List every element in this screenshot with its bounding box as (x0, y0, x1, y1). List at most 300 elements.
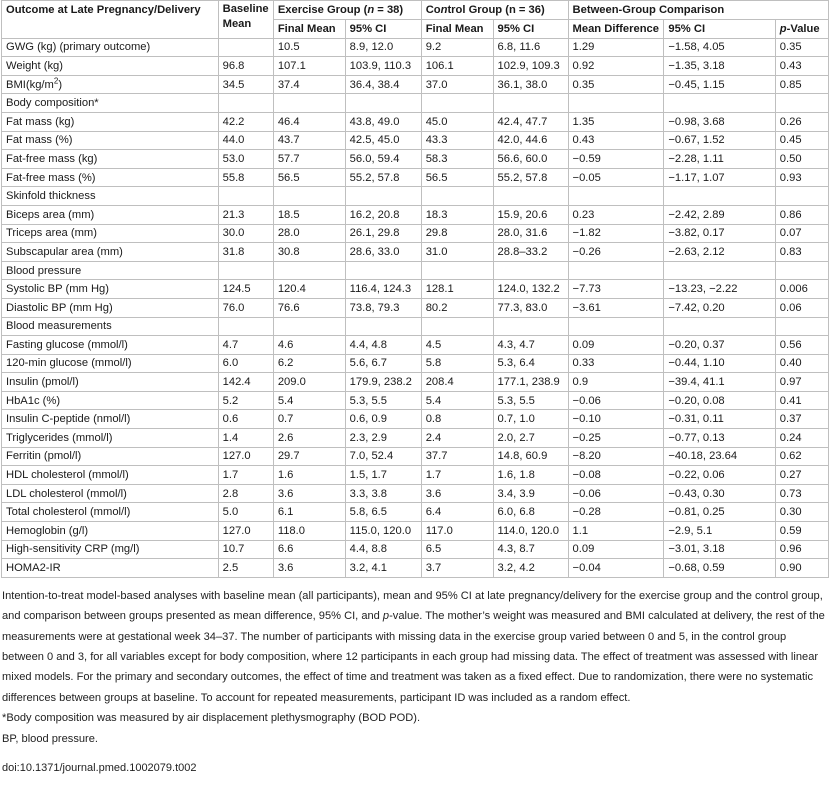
notes-footnote: *Body composition was measured by air displacement plethysmography (BOD POD). (2, 712, 421, 725)
cell-ex-ci: 42.5, 45.0 (345, 131, 421, 150)
notes-abbreviation: BP, blood pressure. (2, 732, 99, 745)
table-row (2, 280, 829, 299)
cell-ct-ci: 15.9, 20.6 (493, 205, 568, 224)
cell-ex-ci: 8.9, 12.0 (345, 38, 421, 57)
cell-ct-final-mean: 6.4 (421, 503, 493, 522)
cell-outcome: Fat mass (kg) (2, 112, 219, 131)
cell-outcome: GWG (kg) (primary outcome) (2, 38, 219, 57)
cell-ct-ci: 36.1, 38.0 (493, 75, 568, 94)
cell-ct-final-mean: 0.8 (421, 410, 493, 429)
cell-baseline: 5.0 (218, 503, 273, 522)
cell-ct-ci: 2.0, 2.7 (493, 429, 568, 448)
cell-baseline: 4.7 (218, 336, 273, 355)
cell-ct-final-mean: 80.2 (421, 298, 493, 317)
cell-baseline: 96.8 (218, 57, 273, 76)
cell-outcome: Total cholesterol (mmol/l) (2, 503, 219, 522)
cell-outcome: Ferritin (pmol/l) (2, 447, 219, 466)
table-row (2, 559, 829, 578)
cell-mean-difference: −3.61 (568, 298, 664, 317)
header-row-1 (2, 1, 829, 20)
cell-p-value: 0.06 (775, 298, 828, 317)
cell-diff-ci: −1.58, 4.05 (664, 38, 775, 57)
cell-diff-ci: −0.22, 0.06 (664, 466, 775, 485)
cell-ct-ci: 42.0, 44.6 (493, 131, 568, 150)
cell-mean-difference: −0.06 (568, 391, 664, 410)
empty-cell (273, 187, 345, 206)
cell-baseline: 31.8 (218, 243, 273, 262)
cell-p-value: 0.93 (775, 168, 828, 187)
empty-cell (218, 187, 273, 206)
cell-mean-difference: 0.33 (568, 354, 664, 373)
empty-cell (345, 187, 421, 206)
cell-ct-ci: 0.7, 1.0 (493, 410, 568, 429)
header-baseline: Baseline Mean (218, 1, 273, 39)
cell-ex-ci: 5.6, 6.7 (345, 354, 421, 373)
header-ex-final-mean: Final Mean (273, 20, 345, 39)
cell-p-value: 0.26 (775, 112, 828, 131)
empty-cell (775, 261, 828, 280)
cell-ct-final-mean: 208.4 (421, 373, 493, 392)
cell-outcome: Triceps area (mm) (2, 224, 219, 243)
cell-mean-difference: 0.09 (568, 540, 664, 559)
cell-ex-final-mean: 57.7 (273, 150, 345, 169)
cell-ex-ci: 103.9, 110.3 (345, 57, 421, 76)
cell-diff-ci: −0.98, 3.68 (664, 112, 775, 131)
cell-diff-ci: −2.28, 1.11 (664, 150, 775, 169)
cell-ct-final-mean: 37.7 (421, 447, 493, 466)
cell-outcome: Diastolic BP (mm Hg) (2, 298, 219, 317)
empty-cell (218, 94, 273, 113)
cell-ex-ci: 115.0, 120.0 (345, 522, 421, 541)
cell-mean-difference: 1.35 (568, 112, 664, 131)
cell-baseline: 55.8 (218, 168, 273, 187)
empty-cell (775, 187, 828, 206)
cell-ex-final-mean: 10.5 (273, 38, 345, 57)
table-notes (1, 586, 829, 749)
table-row (2, 243, 829, 262)
cell-ct-ci: 14.8, 60.9 (493, 447, 568, 466)
empty-cell (493, 187, 568, 206)
cell-ex-ci: 116.4, 124.3 (345, 280, 421, 299)
cell-ex-final-mean: 28.0 (273, 224, 345, 243)
cell-ex-ci: 26.1, 29.8 (345, 224, 421, 243)
header-ct-ci: 95% CI (493, 20, 568, 39)
header-exercise-group (273, 1, 421, 20)
cell-ex-ci: 4.4, 8.8 (345, 540, 421, 559)
cell-baseline: 10.7 (218, 540, 273, 559)
cell-ex-final-mean: 3.6 (273, 559, 345, 578)
cell-p-value: 0.07 (775, 224, 828, 243)
empty-cell (664, 94, 775, 113)
empty-cell (568, 94, 664, 113)
cell-ct-final-mean: 117.0 (421, 522, 493, 541)
empty-cell (273, 94, 345, 113)
empty-cell (775, 94, 828, 113)
cell-p-value: 0.56 (775, 336, 828, 355)
cell-ex-final-mean: 18.5 (273, 205, 345, 224)
table-row (2, 484, 829, 503)
empty-cell (218, 317, 273, 336)
empty-cell (568, 187, 664, 206)
cell-baseline: 44.0 (218, 131, 273, 150)
cell-mean-difference: −0.59 (568, 150, 664, 169)
section-label: Blood pressure (2, 261, 219, 280)
cell-p-value: 0.40 (775, 354, 828, 373)
cell-outcome: Biceps area (mm) (2, 205, 219, 224)
cell-diff-ci: −39.4, 41.1 (664, 373, 775, 392)
cell-mean-difference: −0.05 (568, 168, 664, 187)
cell-ct-ci: 56.6, 60.0 (493, 150, 568, 169)
cell-outcome: Insulin (pmol/l) (2, 373, 219, 392)
section-row (2, 261, 829, 280)
cell-p-value: 0.86 (775, 205, 828, 224)
empty-cell (273, 261, 345, 280)
cell-ex-final-mean: 5.4 (273, 391, 345, 410)
empty-cell (493, 261, 568, 280)
cell-p-value: 0.59 (775, 522, 828, 541)
empty-cell (345, 261, 421, 280)
cell-ex-ci: 4.4, 4.8 (345, 336, 421, 355)
cell-outcome: Subscapular area (mm) (2, 243, 219, 262)
section-row (2, 187, 829, 206)
cell-ct-ci: 3.2, 4.2 (493, 559, 568, 578)
cell-outcome: Triglycerides (mmol/l) (2, 429, 219, 448)
empty-cell (493, 94, 568, 113)
cell-diff-ci: −2.9, 5.1 (664, 522, 775, 541)
cell-baseline: 1.4 (218, 429, 273, 448)
cell-ct-ci: 102.9, 109.3 (493, 57, 568, 76)
cell-outcome: HbA1c (%) (2, 391, 219, 410)
header-p-value (775, 20, 828, 39)
table-container (1, 0, 829, 774)
cell-ct-ci: 1.6, 1.8 (493, 466, 568, 485)
cell-ex-ci: 7.0, 52.4 (345, 447, 421, 466)
cell-diff-ci: −0.77, 0.13 (664, 429, 775, 448)
cell-ex-final-mean: 3.6 (273, 484, 345, 503)
empty-cell (421, 261, 493, 280)
cell-ex-ci: 3.3, 3.8 (345, 484, 421, 503)
cell-ex-final-mean: 107.1 (273, 57, 345, 76)
cell-baseline: 76.0 (218, 298, 273, 317)
cell-ct-ci: 4.3, 8.7 (493, 540, 568, 559)
cell-ex-ci: 5.8, 6.5 (345, 503, 421, 522)
cell-baseline: 2.5 (218, 559, 273, 578)
cell-ct-final-mean: 43.3 (421, 131, 493, 150)
table-row (2, 336, 829, 355)
cell-ct-ci: 114.0, 120.0 (493, 522, 568, 541)
cell-p-value: 0.73 (775, 484, 828, 503)
table-row (2, 298, 829, 317)
cell-diff-ci: −1.35, 3.18 (664, 57, 775, 76)
cell-mean-difference: 0.09 (568, 336, 664, 355)
cell-ex-final-mean: 76.6 (273, 298, 345, 317)
empty-cell (664, 317, 775, 336)
cell-ex-final-mean: 43.7 (273, 131, 345, 150)
cell-ex-ci: 36.4, 38.4 (345, 75, 421, 94)
cell-ct-ci: 5.3, 6.4 (493, 354, 568, 373)
section-row (2, 94, 829, 113)
empty-cell (493, 317, 568, 336)
cell-ex-final-mean: 120.4 (273, 280, 345, 299)
cell-ex-final-mean: 37.4 (273, 75, 345, 94)
cell-ex-final-mean: 30.8 (273, 243, 345, 262)
cell-ex-ci: 2.3, 2.9 (345, 429, 421, 448)
empty-cell (421, 94, 493, 113)
cell-p-value: 0.50 (775, 150, 828, 169)
header-ct-final-mean: Final Mean (421, 20, 493, 39)
cell-ex-ci: 43.8, 49.0 (345, 112, 421, 131)
cell-outcome: Fat mass (%) (2, 131, 219, 150)
cell-baseline: 127.0 (218, 447, 273, 466)
cell-outcome: Fat-free mass (%) (2, 168, 219, 187)
cell-outcome: Insulin C-peptide (nmol/l) (2, 410, 219, 429)
cell-ex-final-mean: 1.6 (273, 466, 345, 485)
cell-outcome: Systolic BP (mm Hg) (2, 280, 219, 299)
cell-ex-ci: 28.6, 33.0 (345, 243, 421, 262)
table-row (2, 354, 829, 373)
empty-cell (218, 261, 273, 280)
cell-ct-ci: 42.4, 47.7 (493, 112, 568, 131)
cell-ex-final-mean: 46.4 (273, 112, 345, 131)
table-row (2, 429, 829, 448)
cell-ex-final-mean: 6.2 (273, 354, 345, 373)
cell-baseline: 21.3 (218, 205, 273, 224)
cell-ex-ci: 56.0, 59.4 (345, 150, 421, 169)
cell-ct-ci: 177.1, 238.9 (493, 373, 568, 392)
cell-diff-ci: −0.67, 1.52 (664, 131, 775, 150)
empty-cell (345, 94, 421, 113)
cell-outcome: Fat-free mass (kg) (2, 150, 219, 169)
cell-mean-difference: 0.92 (568, 57, 664, 76)
cell-ex-ci: 179.9, 238.2 (345, 373, 421, 392)
table-row (2, 112, 829, 131)
cell-diff-ci: −7.42, 0.20 (664, 298, 775, 317)
table-row (2, 391, 829, 410)
cell-diff-ci: −2.42, 2.89 (664, 205, 775, 224)
cell-ct-final-mean: 29.8 (421, 224, 493, 243)
cell-outcome: Hemoglobin (g/l) (2, 522, 219, 541)
cell-outcome: Weight (kg) (2, 57, 219, 76)
cell-ex-final-mean: 56.5 (273, 168, 345, 187)
cell-diff-ci: −13.23, −2.22 (664, 280, 775, 299)
cell-ct-final-mean: 9.2 (421, 38, 493, 57)
header-mean-difference: Mean Difference (568, 20, 664, 39)
cell-baseline: 5.2 (218, 391, 273, 410)
empty-cell (421, 317, 493, 336)
table-row (2, 150, 829, 169)
cell-outcome: High-sensitivity CRP (mg/l) (2, 540, 219, 559)
cell-ex-ci: 16.2, 20.8 (345, 205, 421, 224)
cell-p-value: 0.62 (775, 447, 828, 466)
cell-mean-difference: −0.04 (568, 559, 664, 578)
cell-mean-difference: −0.08 (568, 466, 664, 485)
cell-p-value: 0.83 (775, 243, 828, 262)
cell-ct-final-mean: 56.5 (421, 168, 493, 187)
cell-mean-difference: −7.73 (568, 280, 664, 299)
cell-baseline: 34.5 (218, 75, 273, 94)
cell-p-value: 0.27 (775, 466, 828, 485)
cell-ct-final-mean: 31.0 (421, 243, 493, 262)
doi-text: doi:10.1371/journal.pmed.1002079.t002 (2, 762, 197, 775)
cell-ex-ci: 73.8, 79.3 (345, 298, 421, 317)
cell-ex-final-mean: 4.6 (273, 336, 345, 355)
empty-cell (775, 317, 828, 336)
cell-mean-difference: 0.43 (568, 131, 664, 150)
cell-ct-ci: 28.8–33.2 (493, 243, 568, 262)
cell-p-value: 0.43 (775, 57, 828, 76)
cell-diff-ci: −0.20, 0.37 (664, 336, 775, 355)
cell-mean-difference: 0.9 (568, 373, 664, 392)
cell-diff-ci: −3.82, 0.17 (664, 224, 775, 243)
table-row (2, 447, 829, 466)
cell-ex-final-mean: 0.7 (273, 410, 345, 429)
cell-mean-difference: 0.35 (568, 75, 664, 94)
cell-baseline: 1.7 (218, 466, 273, 485)
cell-ex-ci: 0.6, 0.9 (345, 410, 421, 429)
outcomes-table (1, 0, 829, 578)
cell-ct-ci: 55.2, 57.8 (493, 168, 568, 187)
header-diff-ci: 95% CI (664, 20, 775, 39)
header-control-group-text: Control Group (n = 36) (425, 4, 545, 16)
cell-ct-final-mean: 45.0 (421, 112, 493, 131)
header-exercise-group-text: Exercise Group (n = 38) (277, 4, 404, 16)
cell-p-value: 0.006 (775, 280, 828, 299)
header-control-group (421, 1, 568, 20)
cell-ct-ci: 6.0, 6.8 (493, 503, 568, 522)
cell-mean-difference: −8.20 (568, 447, 664, 466)
cell-ex-final-mean: 209.0 (273, 373, 345, 392)
empty-cell (273, 317, 345, 336)
section-label: Body composition* (2, 94, 219, 113)
cell-ct-final-mean: 3.7 (421, 559, 493, 578)
cell-diff-ci: −0.45, 1.15 (664, 75, 775, 94)
cell-p-value: 0.30 (775, 503, 828, 522)
cell-outcome: HDL cholesterol (mmol/l) (2, 466, 219, 485)
cell-p-value: 0.35 (775, 38, 828, 57)
cell-ct-final-mean: 1.7 (421, 466, 493, 485)
cell-baseline: 6.0 (218, 354, 273, 373)
cell-mean-difference: 1.1 (568, 522, 664, 541)
cell-mean-difference: 0.23 (568, 205, 664, 224)
cell-baseline: 2.8 (218, 484, 273, 503)
empty-cell (421, 187, 493, 206)
cell-ct-final-mean: 2.4 (421, 429, 493, 448)
table-row (2, 224, 829, 243)
empty-cell (568, 261, 664, 280)
cell-mean-difference: −0.25 (568, 429, 664, 448)
cell-baseline (218, 38, 273, 57)
header-p-value-text: p-Value (779, 22, 820, 35)
table-row (2, 522, 829, 541)
table-row (2, 57, 829, 76)
cell-mean-difference: −0.06 (568, 484, 664, 503)
cell-ex-final-mean: 2.6 (273, 429, 345, 448)
cell-mean-difference: −0.26 (568, 243, 664, 262)
cell-ct-final-mean: 3.6 (421, 484, 493, 503)
cell-p-value: 0.41 (775, 391, 828, 410)
cell-ct-final-mean: 18.3 (421, 205, 493, 224)
section-label: Blood measurements (2, 317, 219, 336)
cell-diff-ci: −0.31, 0.11 (664, 410, 775, 429)
cell-diff-ci: −0.20, 0.08 (664, 391, 775, 410)
header-between-group: Between-Group Comparison (568, 1, 828, 20)
empty-cell (568, 317, 664, 336)
cell-diff-ci: −1.17, 1.07 (664, 168, 775, 187)
cell-p-value: 0.90 (775, 559, 828, 578)
table-row (2, 466, 829, 485)
cell-outcome: $BMI(kg/m^2)$ (2, 75, 219, 94)
section-label: Skinfold thickness (2, 187, 219, 206)
cell-mean-difference: −0.10 (568, 410, 664, 429)
table-row (2, 373, 829, 392)
cell-mean-difference: −0.28 (568, 503, 664, 522)
cell-ex-ci: 5.3, 5.5 (345, 391, 421, 410)
cell-ct-final-mean: 5.8 (421, 354, 493, 373)
table-row (2, 410, 829, 429)
cell-ct-ci: 4.3, 4.7 (493, 336, 568, 355)
cell-diff-ci: −3.01, 3.18 (664, 540, 775, 559)
table-row (2, 168, 829, 187)
empty-cell (345, 317, 421, 336)
cell-p-value: 0.37 (775, 410, 828, 429)
cell-ct-final-mean: 58.3 (421, 150, 493, 169)
cell-ct-final-mean: 5.4 (421, 391, 493, 410)
cell-p-value: 0.97 (775, 373, 828, 392)
section-row (2, 317, 829, 336)
cell-ct-ci: 28.0, 31.6 (493, 224, 568, 243)
header-ex-ci: 95% CI (345, 20, 421, 39)
cell-diff-ci: −0.81, 0.25 (664, 503, 775, 522)
header-outcome: Outcome at Late Pregnancy/Delivery (2, 1, 219, 39)
notes-main: Intention-to-treat model-based analyses with baseline mean (all participants), mean and 95% CI at late pregnancy/delivery for the exercise group and the control group, and comparison between groups presented as mean difference, 95% CI, and p-value. The mother’s weight was measured and BMI calculated at delivery, the rest of the measurements were at gestational week 34–37. The number of participants with missing data in the exercise group varied between 0 and 5, in the control group between 0 and 3, for all variables except for body composition, where 12 participants in each group had missing data. The effect of treatment was assessed with linear mixed models. For the primary and secondary outcomes, the effect of time and treatment was taken as a fixed effect. Due to randomization, there were no systematic differences between groups at baseline. To account for repeated measurements, participant ID was included as a random effect. (2, 589, 825, 704)
table-row (2, 131, 829, 150)
cell-baseline: 42.2 (218, 112, 273, 131)
cell-ct-final-mean: 106.1 (421, 57, 493, 76)
cell-p-value: 0.45 (775, 131, 828, 150)
cell-diff-ci: −0.43, 0.30 (664, 484, 775, 503)
cell-ct-final-mean: 37.0 (421, 75, 493, 94)
cell-outcome: HOMA2-IR (2, 559, 219, 578)
empty-cell (664, 187, 775, 206)
cell-ex-ci: 3.2, 4.1 (345, 559, 421, 578)
table-row (2, 205, 829, 224)
cell-ct-ci: 5.3, 5.5 (493, 391, 568, 410)
cell-baseline: 53.0 (218, 150, 273, 169)
cell-ex-ci: 55.2, 57.8 (345, 168, 421, 187)
cell-ex-final-mean: 29.7 (273, 447, 345, 466)
table-row (2, 75, 829, 94)
cell-ct-final-mean: 128.1 (421, 280, 493, 299)
table-row (2, 540, 829, 559)
cell-baseline: 127.0 (218, 522, 273, 541)
cell-ex-final-mean: 6.6 (273, 540, 345, 559)
cell-p-value: 0.24 (775, 429, 828, 448)
cell-p-value: 0.85 (775, 75, 828, 94)
cell-outcome: Fasting glucose (mmol/l) (2, 336, 219, 355)
cell-baseline: 124.5 (218, 280, 273, 299)
cell-ct-ci: 77.3, 83.0 (493, 298, 568, 317)
cell-mean-difference: 1.29 (568, 38, 664, 57)
cell-diff-ci: −40.18, 23.64 (664, 447, 775, 466)
cell-ct-ci: 6.8, 11.6 (493, 38, 568, 57)
cell-ex-final-mean: 118.0 (273, 522, 345, 541)
cell-ct-ci: 124.0, 132.2 (493, 280, 568, 299)
cell-p-value: 0.96 (775, 540, 828, 559)
cell-outcome: LDL cholesterol (mmol/l) (2, 484, 219, 503)
cell-ct-ci: 3.4, 3.9 (493, 484, 568, 503)
cell-diff-ci: −0.44, 1.10 (664, 354, 775, 373)
cell-ct-final-mean: 4.5 (421, 336, 493, 355)
